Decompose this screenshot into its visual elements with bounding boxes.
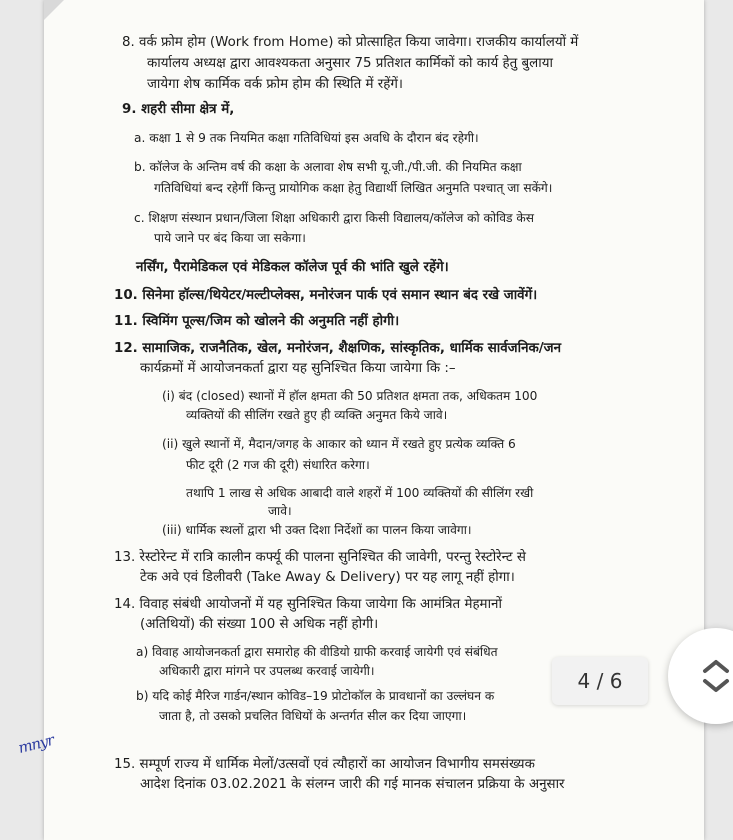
doc-line: 14. विवाह संबंधी आयोजनों में यह सुनिश्चित किया जायेगा कि आमंत्रित मेहमानों <box>114 597 502 612</box>
doc-line: b. कॉलेज के अन्तिम वर्ष की कक्षा के अलावा शेष सभी यू.जी./पी.जी. की नियमित कक्षा <box>134 160 522 174</box>
page-fold <box>44 0 64 20</box>
doc-line: व्यक्तियों की सीलिंग रखते हुए ही व्यक्ति अनुमत किये जावे। <box>186 408 448 422</box>
doc-line: a) विवाह आयोजनकर्ता द्वारा समारोह की वीडियो ग्राफी करवाई जायेगी एवं संबंधित <box>136 645 498 659</box>
doc-line: तथापि 1 लाख से अधिक आबादी वाले शहरों में 100 व्यक्तियों की सीलिंग रखी <box>186 486 534 500</box>
doc-line: जावे। <box>268 504 292 518</box>
doc-line: a. कक्षा 1 से 9 तक नियमित कक्षा गतिविधियां इस अवधि के दौरान बंद रहेगी। <box>134 131 479 145</box>
doc-line: जायेगा शेष कार्मिक वर्क फ्रोम होम की स्थिति में रहेंगें। <box>147 77 403 92</box>
doc-line: 10. सिनेमा हॉल्स/थियेटर/मल्टीप्लेक्स, मनोरंजन पार्क एवं समान स्थान बंद रखे जावेंगें। <box>114 288 538 303</box>
doc-line: कार्यालय अध्यक्ष द्वारा आवश्यकता अनुसार 75 प्रतिशत कार्मिकों को कार्य हेतु बुलाया <box>147 56 553 71</box>
doc-line: (अतिथियों) की संख्या 100 से अधिक नहीं होगी। <box>140 617 379 632</box>
doc-line: b) यदि कोई मैरिज गार्डन/स्थान कोविड–19 प्रोटोकॉल के प्रावधानों का उल्लंघन क <box>136 689 495 703</box>
chevron-up-icon[interactable] <box>705 662 727 671</box>
doc-line: जाता है, तो उसको प्रचलित विधियों के अन्तर्गत सील कर दिया जाएगा। <box>159 709 467 723</box>
doc-line: 11. स्विमिंग पूल्स/जिम को खोलने की अनुमति नहीं होगी। <box>114 314 400 329</box>
section-heading: 9. शहरी सीमा क्षेत्र में, <box>122 102 235 117</box>
doc-line: फीट दूरी (2 गज की दूरी) संधारित करेगा। <box>186 458 370 472</box>
doc-line: c. शिक्षण संस्थान प्रधान/जिला शिक्षा अधिकारी द्वारा किसी विद्यालय/कॉलेज को कोविड केस <box>134 211 534 225</box>
doc-line: (i) बंद (closed) स्थानों में हॉल क्षमता की 50 प्रतिशत क्षमता तक, अधिकतम 100 <box>162 389 538 403</box>
doc-line: (ii) खुले स्थानों में, मैदान/जगह के आकार को ध्यान में रखते हुए प्रत्येक व्यक्ति 6 <box>162 437 516 451</box>
doc-line: पाये जाने पर बंद किया जा सकेगा। <box>154 231 306 245</box>
doc-line: नर्सिंग, पैरामेडिकल एवं मेडिकल कॉलेज पूर्व की भांति खुले रहेंगे। <box>136 260 449 275</box>
doc-line: 12. सामाजिक, राजनैतिक, खेल, मनोरंजन, शैक्षणिक, सांस्कृतिक, धार्मिक सार्वजनिक/जन <box>114 341 562 356</box>
doc-line: (iii) धार्मिक स्थलों द्वारा भी उक्त दिशा निर्देशों का पालन किया जावेगा। <box>162 523 472 537</box>
doc-line: टेक अवे एवं डिलीवरी (Take Away & Delivery) पर यह लागू नहीं होगा। <box>140 570 515 585</box>
doc-line: आदेश दिनांक 03.02.2021 के संलग्न जारी की गई मानक संचालन प्रक्रिया के अनुसार <box>140 777 565 792</box>
nav-chevrons <box>694 654 733 698</box>
page-counter: 4 / 6 <box>552 657 648 705</box>
doc-line: 13. रेस्टोरेन्ट में रात्रि कालीन कर्फ्यू की पालना सुनिश्चित की जावेगी, परन्तु रेस्टोरेन्ट से <box>114 550 526 565</box>
doc-line: 15. सम्पूर्ण राज्य में धार्मिक मेलों/उत्सवों एवं त्यौहारों का आयोजन विभागीय समसंख्यक <box>114 757 535 772</box>
doc-line: 8. वर्क फ्रोम होम (Work from Home) को प्रोत्साहित किया जावेगा। राजकीय कार्यालयों में <box>122 35 579 50</box>
document-page <box>44 0 704 840</box>
doc-line: अधिकारी द्वारा मांगने पर उपलब्ध करवाई जायेगी। <box>159 664 375 678</box>
handwritten-signature: mnyr <box>16 730 56 758</box>
chevron-down-icon[interactable] <box>705 681 727 690</box>
doc-line: गतिविधियां बन्द रहेगीं किन्तु प्रायोगिक कक्षा हेतु विद्यार्थी लिखित अनुमति पश्चात् जा सकेंगे। <box>154 181 553 195</box>
doc-line: कार्यक्रमों में आयोजनकर्ता द्वारा यह सुनिश्चित किया जायेगा कि :– <box>140 361 456 376</box>
